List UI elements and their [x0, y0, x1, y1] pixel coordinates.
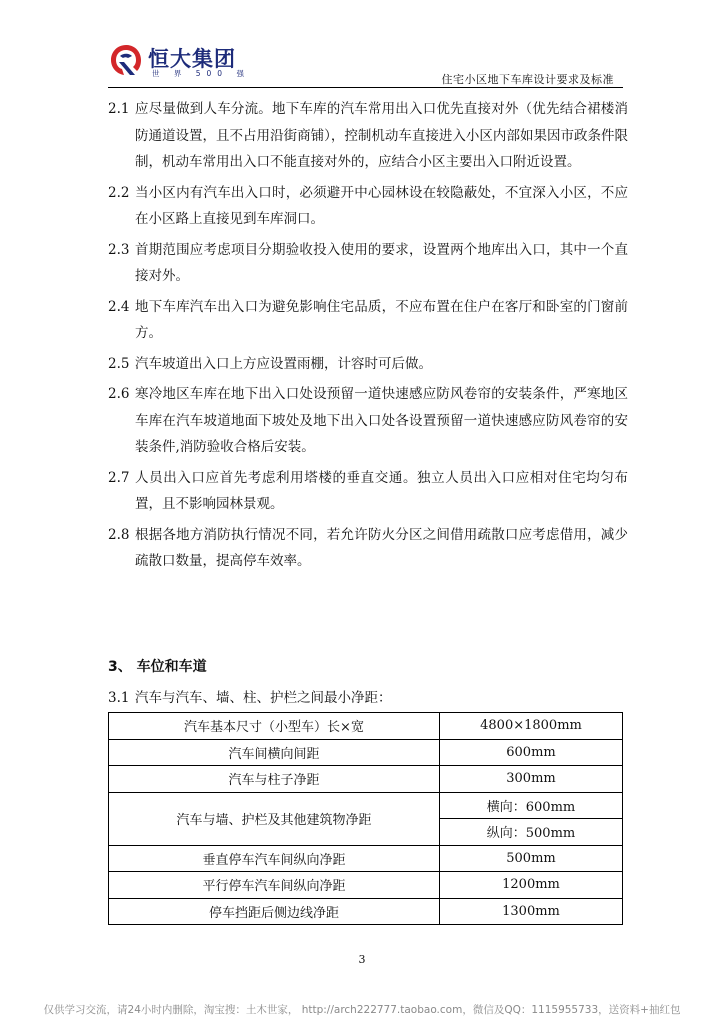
item-text: 地下车库汽车出入口为避免影响住宅品质，不应布置在住户在客厅和卧室的门窗前方。	[135, 298, 628, 341]
list-item	[108, 522, 628, 575]
item-text: 当小区内有汽车出入口时，必须避开中心园林设在较隐蔽处，不宜深入小区，不应在小区路上直接见到车库洞口。	[135, 184, 628, 227]
section-heading: 3、 车位和车道	[108, 659, 207, 675]
item-text: 应尽量做到人车分流。地下车库的汽车常用出入口优先直接对外（优先结合裙楼消防通道设置，且不占用沿街商铺），控制机动车直接进入小区内部如果因市政条件限制，机动车常用出入口不能直接对外的，应结合小区主要出入口附近设置。	[135, 101, 628, 170]
item-text: 寒冷地区车库在地下出入口处设预留一道快速感应防风卷帘的安装条件，严寒地区车库在汽车坡道地面下坡处及地下出入口处各设置预留一道快速感应防风卷帘的安装条件,消防验收合格后安装。	[135, 386, 628, 455]
logo-mark-icon	[108, 42, 144, 78]
table-cell-label: 汽车与墙、护栏及其他建筑物净距	[109, 792, 440, 845]
item-number: 2.1	[108, 101, 130, 117]
clearance-table	[108, 712, 623, 925]
table-cell-value: 500mm	[440, 845, 623, 872]
table-cell-value: 1200mm	[440, 872, 623, 899]
table-row	[109, 898, 623, 925]
item-number: 2.3	[108, 241, 130, 258]
item-text: 汽车与汽车、墙、柱、护栏之间最小净距：	[135, 690, 392, 706]
page-number: 3	[358, 953, 366, 966]
item-number: 2.4	[108, 298, 130, 315]
table-row	[109, 792, 623, 819]
company-logo	[108, 42, 258, 82]
table-cell-value: 1300mm	[440, 898, 623, 925]
table-row	[109, 766, 623, 793]
table-cell-label: 汽车与柱子净距	[109, 766, 440, 793]
item-number: 3.1	[108, 690, 130, 706]
list-item	[108, 687, 628, 709]
logo-subtitle: 世 界 500 强	[152, 69, 250, 78]
table-cell-label: 停车挡距后侧边线净距	[109, 898, 440, 925]
table-cell-value: 横向：600mm	[440, 792, 623, 819]
item-text: 人员出入口应首先考虑利用塔楼的垂直交通。独立人员出入口应相对住宅均匀布置，且不影响园林景观。	[135, 469, 628, 512]
item-number: 2.6	[108, 386, 130, 402]
item-text: 汽车坡道出入口上方应设置雨棚，计容时可后做。	[135, 355, 432, 372]
list-item	[108, 381, 628, 461]
table-cell-label: 平行停车汽车间纵向净距	[109, 872, 440, 899]
logo-text: 恒大集团	[148, 47, 236, 71]
table-cell-value: 4800×1800mm	[440, 713, 623, 740]
item-number: 2.7	[108, 469, 130, 486]
list-item	[108, 294, 628, 347]
table-cell-value: 纵向：500mm	[440, 819, 623, 846]
item-number: 2.8	[108, 526, 130, 543]
item-number: 2.2	[108, 184, 130, 201]
list-item	[108, 351, 628, 378]
table-row	[109, 845, 623, 872]
header-divider	[108, 87, 623, 88]
list-item	[108, 237, 628, 290]
item-number: 2.5	[108, 355, 130, 372]
footer-watermark-text: 仅供学习交流，请24小时内删除，淘宝搜：土木世家， http://arch222777.taobao.com，微信及QQ：1115955733，送资料+抽红包	[43, 1004, 681, 1016]
table-cell-label: 汽车间横向间距	[109, 739, 440, 766]
table-row	[109, 872, 623, 899]
page-header	[0, 0, 724, 92]
document-title: 住宅小区地下车库设计要求及标准	[441, 73, 614, 86]
table-cell-label: 垂直停车汽车间纵向净距	[109, 845, 440, 872]
body-content	[108, 96, 628, 579]
table-cell-label: 汽车基本尺寸（小型车）长×宽	[109, 713, 440, 740]
list-item	[108, 96, 628, 176]
list-item	[108, 180, 628, 233]
table-cell-value: 600mm	[440, 739, 623, 766]
table-row	[109, 713, 623, 740]
table-cell-value: 300mm	[440, 766, 623, 793]
list-item	[108, 465, 628, 518]
table-row	[109, 739, 623, 766]
item-text: 根据各地方消防执行情况不同，若允许防火分区之间借用疏散口应考虑借用，减少疏散口数量，提高停车效率。	[135, 526, 628, 569]
item-text: 首期范围应考虑项目分期验收投入使用的要求，设置两个地库出入口，其中一个直接对外。	[135, 241, 628, 284]
